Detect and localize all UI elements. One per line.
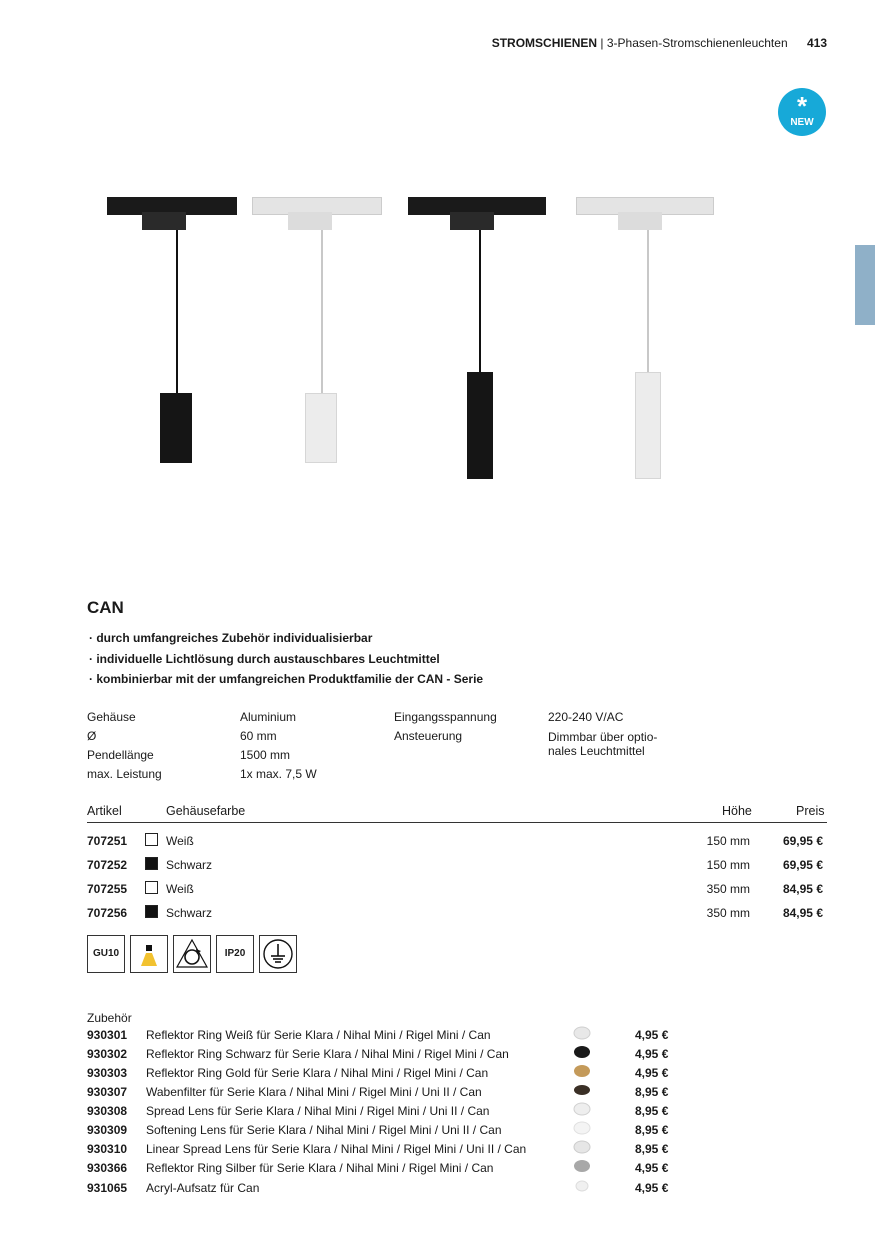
housing-color: Schwarz [166, 906, 213, 920]
header-separator: | [597, 36, 607, 50]
beam-icon-graphic [131, 936, 167, 972]
subsection-title: 3-Phasen-Stromschienenleuchten [606, 36, 788, 50]
spec-value: 60 mm [240, 729, 277, 743]
track-adapter [288, 212, 332, 230]
accessory-description: Wabenfilter für Serie Klara / Nihal Mini / Rigel Mini / Uni II / Can [146, 1085, 482, 1099]
color-swatch [145, 833, 158, 846]
col-header-article: Artikel [87, 804, 122, 818]
pendant-cable [321, 230, 323, 395]
accessory-description: Reflektor Ring Weiß für Serie Klara / Nihal Mini / Rigel Mini / Can [146, 1028, 491, 1042]
track-adapter [618, 212, 662, 230]
accessory-row [87, 1085, 687, 1104]
spec-label: Eingangsspannung [394, 710, 497, 724]
height-value: 150 mm [706, 834, 750, 848]
beam-icon [130, 935, 168, 973]
spec-label: Ø [87, 729, 97, 743]
feature-item: · kombinierbar mit der umfangreichen Produktfamilie der CAN - Serie [89, 672, 484, 686]
accessory-thumbnail [573, 1026, 591, 1040]
accessory-thumbnail [573, 1102, 591, 1116]
accessory-number: 930302 [87, 1047, 128, 1061]
housing-color: Weiß [166, 882, 194, 896]
accessory-thumbnail [573, 1121, 591, 1135]
gu10-icon-label: GU10 [92, 948, 120, 959]
accessory-price: 8,95 € [635, 1123, 669, 1137]
accessory-price: 4,95 € [635, 1066, 669, 1080]
accessory-row [87, 1123, 687, 1142]
accessory-row [87, 1181, 687, 1200]
accessory-row [87, 1161, 687, 1180]
accessory-row [87, 1028, 687, 1047]
accessory-description: Reflektor Ring Schwarz für Serie Klara / Nihal Mini / Rigel Mini / Can [146, 1047, 509, 1061]
page-number: 413 [806, 36, 827, 50]
accessory-thumbnail [573, 1159, 591, 1173]
accessory-price: 4,95 € [635, 1161, 669, 1175]
spec-value: 1500 mm [240, 748, 291, 762]
spec-labels-right [394, 708, 497, 746]
accessory-description: Spread Lens für Serie Klara / Nihal Mini / Rigel Mini / Uni II / Can [146, 1104, 490, 1118]
height-value: 350 mm [706, 906, 750, 920]
spec-labels-left [87, 708, 162, 784]
gu10-icon [87, 935, 125, 973]
price-value: 84,95 € [782, 906, 823, 920]
accessory-thumbnail [573, 1179, 591, 1193]
table-row [87, 834, 827, 854]
accessory-thumbnail [573, 1064, 591, 1078]
spec-label: Gehäuse [87, 710, 136, 724]
accessory-description: Linear Spread Lens für Serie Klara / Nihal Mini / Rigel Mini / Uni II / Can [146, 1142, 527, 1156]
ip20-icon [216, 935, 254, 973]
article-number: 707252 [87, 858, 128, 872]
table-row [87, 882, 827, 902]
table-row [87, 858, 827, 878]
new-badge [778, 88, 826, 136]
accessory-price: 4,95 € [635, 1028, 669, 1042]
ip20-icon-label: IP20 [224, 948, 246, 959]
spec-label: Ansteuerung [394, 729, 463, 743]
col-header-color: Gehäusefarbe [166, 804, 246, 818]
section-title: STROMSCHIENEN [491, 36, 598, 50]
lamp-body [160, 393, 192, 463]
spec-value: nales Leuchtmittel [548, 744, 645, 758]
protection-class-icon [259, 935, 297, 973]
spec-label: Pendellänge [87, 748, 154, 762]
adjustable-icon [173, 935, 211, 973]
article-number: 707251 [87, 834, 128, 848]
spec-value: Aluminium [240, 710, 297, 724]
housing-color: Weiß [166, 834, 194, 848]
height-value: 350 mm [706, 882, 750, 896]
adjustable-icon-graphic [174, 936, 210, 972]
accessory-description: Softening Lens für Serie Klara / Nihal Mini / Rigel Mini / Uni II / Can [146, 1123, 502, 1137]
product-title: CAN [87, 598, 124, 617]
article-number: 707255 [87, 882, 128, 896]
accessory-number: 930309 [87, 1123, 128, 1137]
track-adapter [450, 212, 494, 230]
accessory-description: Reflektor Ring Gold für Serie Klara / Nihal Mini / Rigel Mini / Can [146, 1066, 489, 1080]
accessory-number: 930303 [87, 1066, 128, 1080]
color-swatch [145, 881, 158, 894]
color-swatch [145, 857, 158, 870]
pendant-cable [176, 230, 178, 395]
accessory-price: 8,95 € [635, 1104, 669, 1118]
col-header-price: Preis [796, 804, 825, 818]
pendant-cable [479, 230, 481, 375]
col-header-height: Höhe [722, 804, 752, 818]
accessory-row [87, 1047, 687, 1066]
protection-class-icon-graphic [260, 936, 296, 972]
accessory-number: 931065 [87, 1181, 128, 1195]
accessory-description: Reflektor Ring Silber für Serie Klara / Nihal Mini / Rigel Mini / Can [146, 1161, 494, 1175]
accessory-row [87, 1104, 687, 1123]
accessory-price: 4,95 € [635, 1181, 669, 1195]
price-value: 69,95 € [782, 858, 823, 872]
accessory-thumbnail [573, 1140, 591, 1154]
spec-label: max. Leistung [87, 767, 162, 781]
feature-item: · durch umfangreiches Zubehör individualisierbar [89, 631, 373, 645]
accessories-heading: Zubehör [87, 1011, 132, 1025]
table-row [87, 906, 827, 926]
new-badge-label: NEW [790, 117, 814, 128]
accessory-number: 930308 [87, 1104, 128, 1118]
height-value: 150 mm [706, 858, 750, 872]
feature-item: · individuelle Lichtlösung durch austauschbares Leuchtmittel [89, 652, 440, 666]
accessory-number: 930366 [87, 1161, 128, 1175]
accessory-price: 8,95 € [635, 1142, 669, 1156]
accessory-row [87, 1142, 687, 1161]
accessory-thumbnail [573, 1083, 591, 1097]
spec-value: Dimmbar über optio- [548, 730, 658, 744]
accessory-thumbnail [573, 1045, 591, 1059]
table-divider [87, 822, 827, 823]
article-number: 707256 [87, 906, 128, 920]
lamp-body [635, 372, 661, 479]
spec-value: 1x max. 7,5 W [240, 767, 317, 781]
page-header [492, 36, 827, 50]
accessory-description: Acryl-Aufsatz für Can [146, 1181, 260, 1195]
pendant-cable [647, 230, 649, 375]
housing-color: Schwarz [166, 858, 213, 872]
accessory-number: 930310 [87, 1142, 128, 1156]
color-swatch [145, 905, 158, 918]
accessory-row [87, 1066, 687, 1085]
lamp-body [467, 372, 493, 479]
star-icon: * [796, 91, 808, 121]
chapter-tab [855, 245, 875, 325]
spec-values-left [240, 708, 317, 784]
track-adapter [142, 212, 186, 230]
price-value: 84,95 € [782, 882, 823, 896]
accessory-price: 4,95 € [635, 1047, 669, 1061]
lamp-body [305, 393, 337, 463]
price-value: 69,95 € [782, 834, 823, 848]
accessory-number: 930301 [87, 1028, 128, 1042]
spec-value: 220-240 V/AC [548, 710, 624, 724]
accessory-number: 930307 [87, 1085, 128, 1099]
spec-values-right [548, 708, 657, 758]
accessory-price: 8,95 € [635, 1085, 669, 1099]
